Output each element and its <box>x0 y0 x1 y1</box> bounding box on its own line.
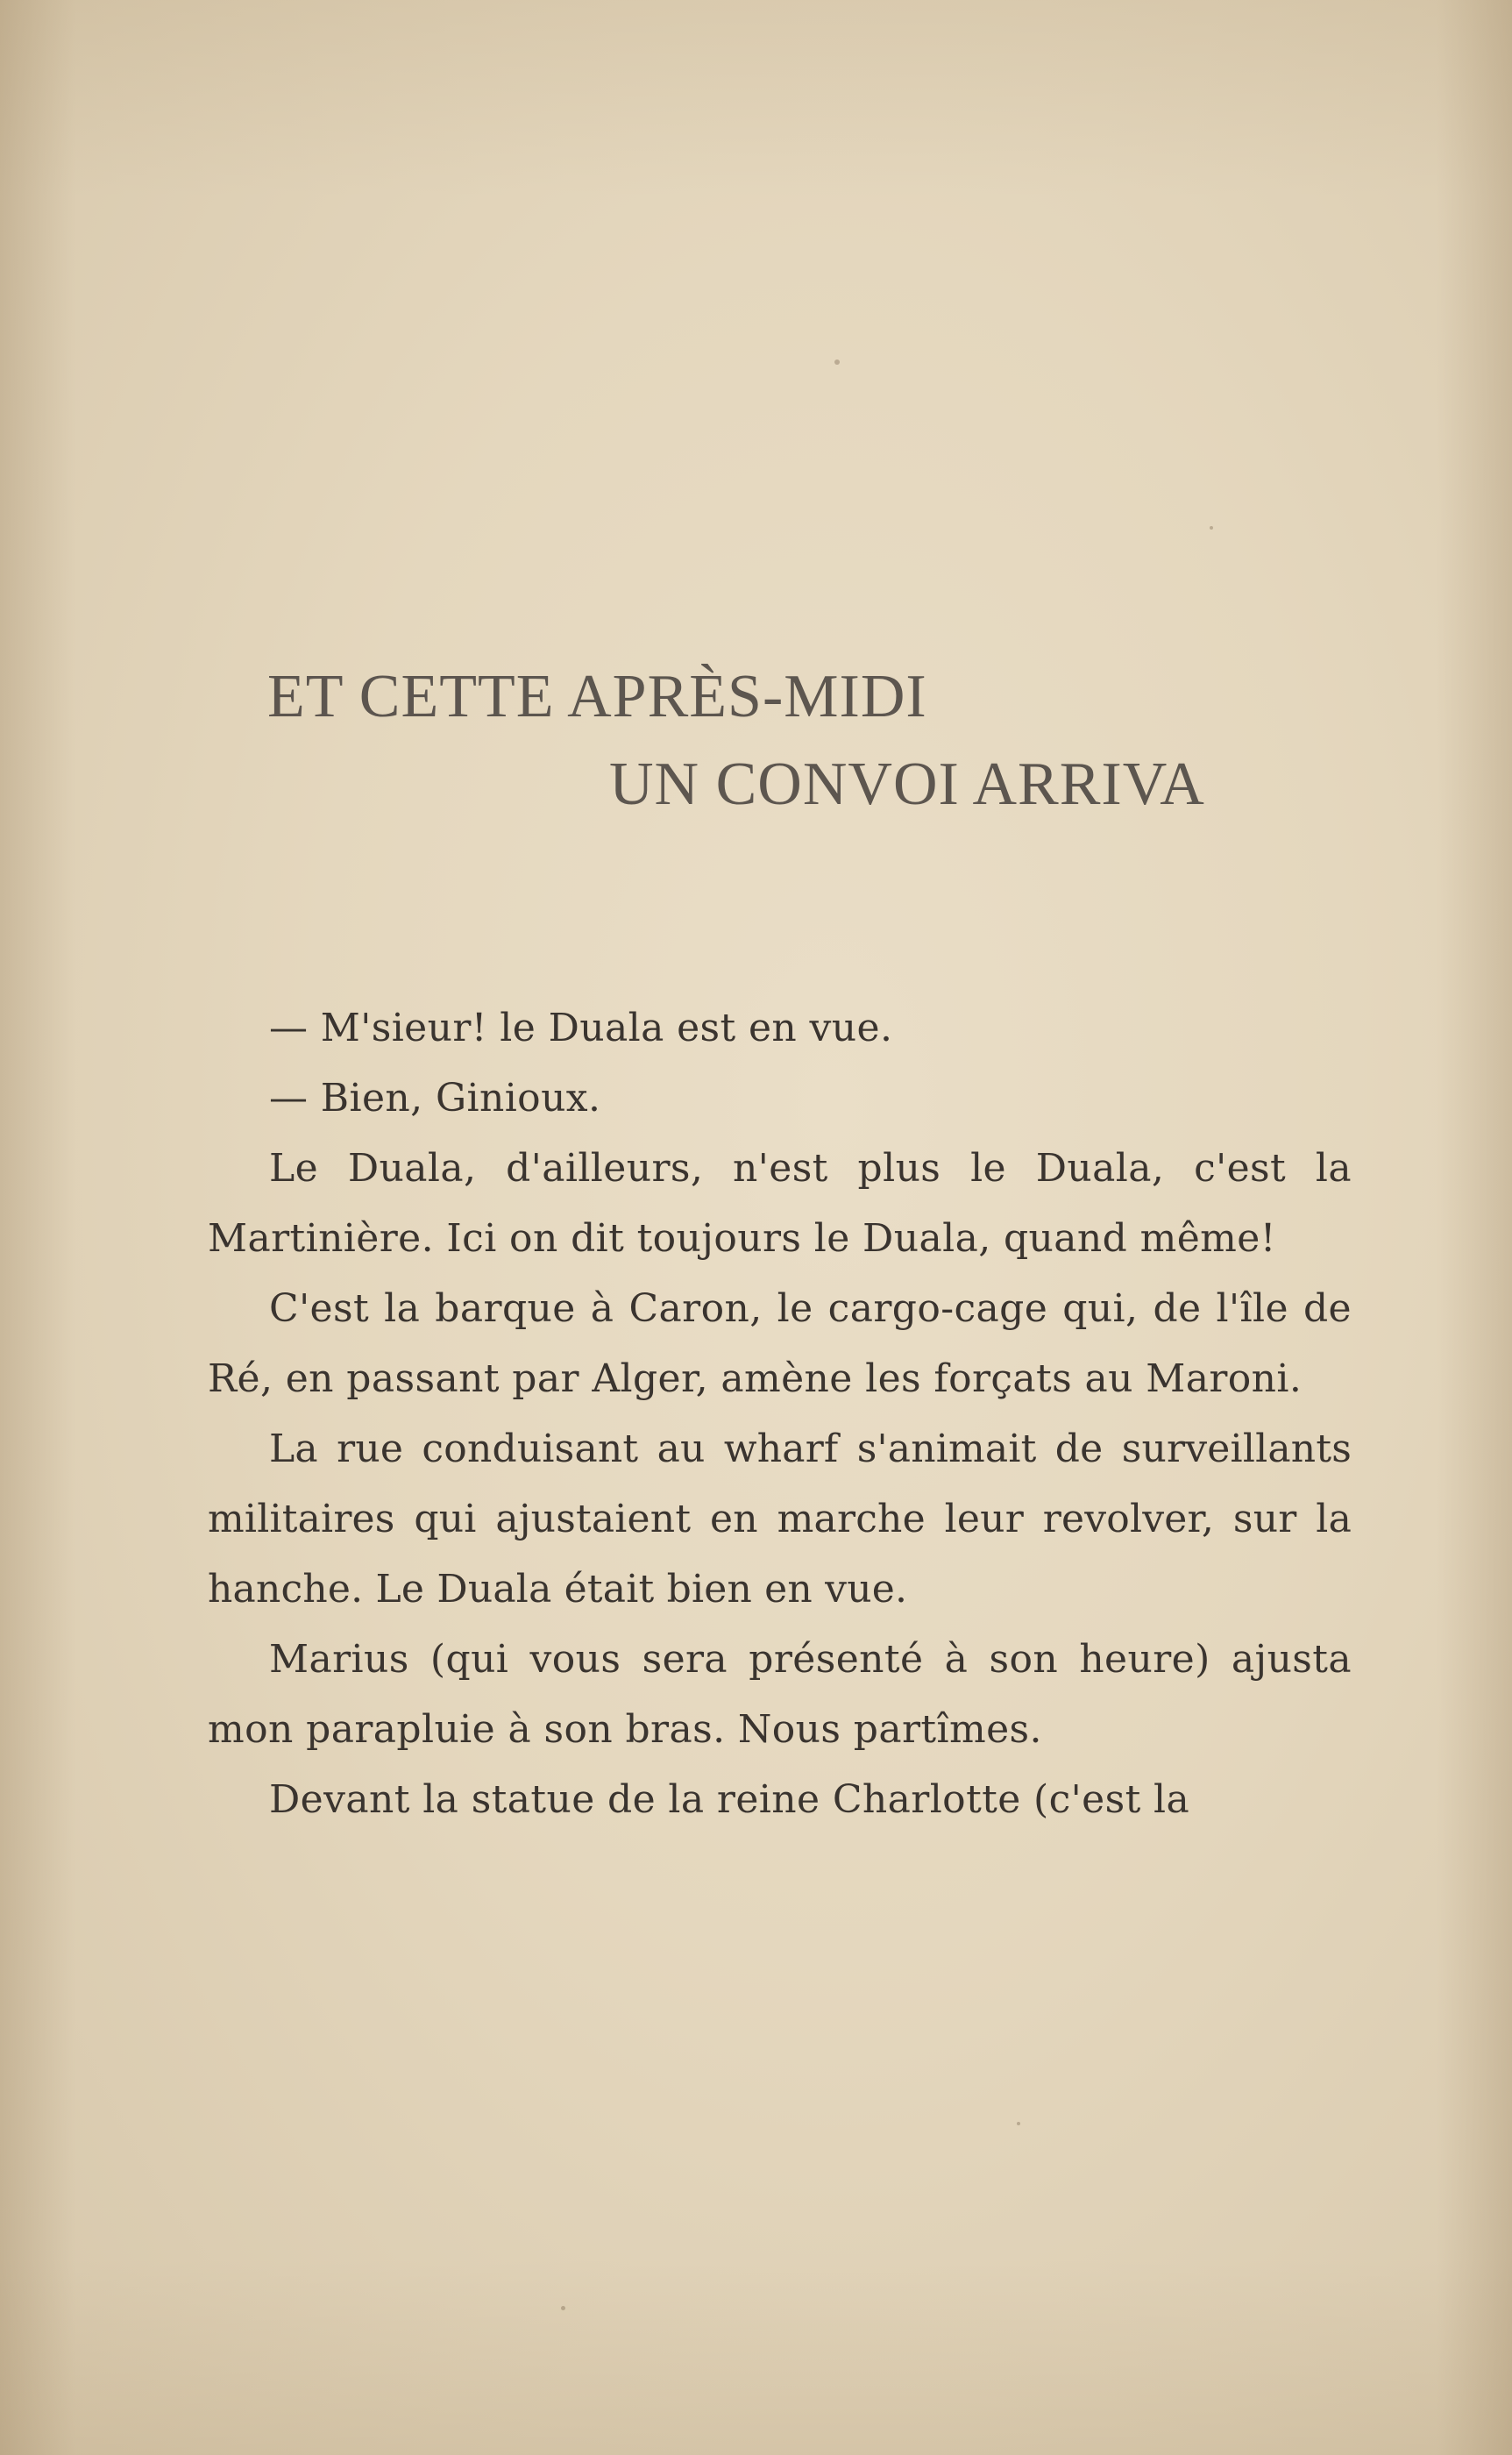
paragraph: — Bien, Ginioux. <box>269 1076 601 1121</box>
paragraph: Le Duala, d'ailleurs, n'est plus le Duala, c'est la Martinière. Ici on dit toujours le Duala, quand même! <box>208 1146 1352 1261</box>
paragraph: — M'sieur! le Duala est en vue. <box>269 1006 893 1050</box>
paper-speck <box>834 359 840 365</box>
chapter-body <box>208 993 1352 1835</box>
chapter-title-line-1: ET CETTE APRÈS-MIDI <box>267 663 927 730</box>
paragraph: C'est la barque à Caron, le cargo-cage qui, de l'île de Ré, en passant par Alger, amène les forçats au Maroni. <box>208 1286 1352 1401</box>
paragraph: Devant la statue de la reine Charlotte (c'est la <box>269 1777 1190 1822</box>
paragraph: La rue conduisant au wharf s'animait de surveillants militaires qui ajustaient en marche leur revolver, sur la hanche. Le Duala était bien en vue. <box>208 1427 1352 1612</box>
chapter-title-line-2: UN CONVOI ARRIVA <box>609 751 1205 818</box>
chapter-title <box>267 653 1319 829</box>
paper-speck <box>1210 526 1213 530</box>
paper-speck <box>561 2306 565 2310</box>
paragraph: Marius (qui vous sera présenté à son heure) ajusta mon parapluie à son bras. Nous partîmes. <box>208 1637 1352 1752</box>
paper-speck <box>1017 2122 1020 2125</box>
